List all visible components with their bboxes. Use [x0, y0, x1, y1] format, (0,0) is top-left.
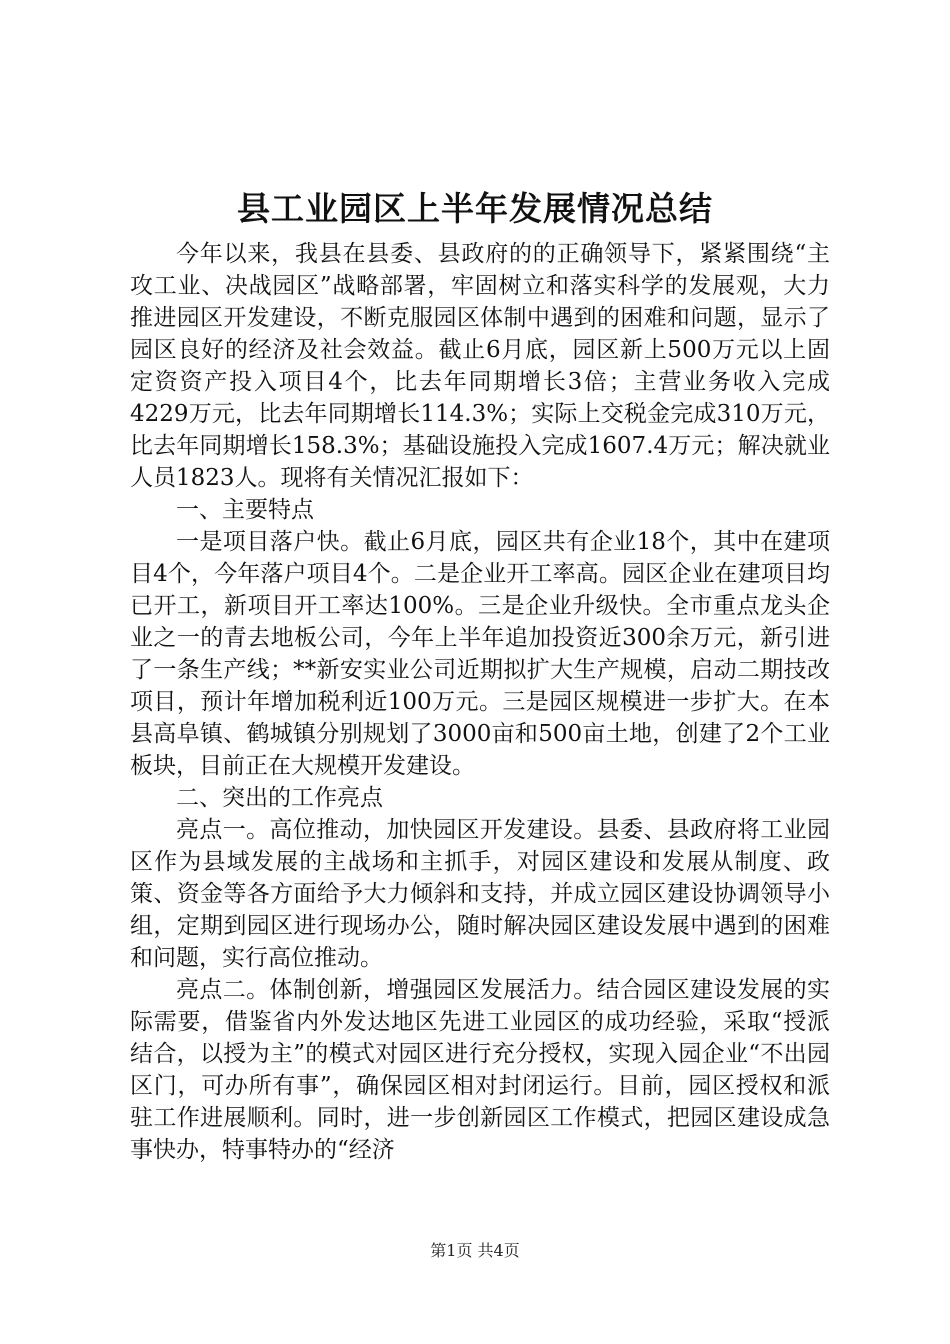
paragraph-highlight-two: 亮点二。体制创新，增强园区发展活力。结合园区建设发展的实际需要，借鉴省内外发达地区先进工业园区的成功经验，采取“授派结合，以授为主”的模式对园区进行充分授权，实现入园企业“不出园区门，可办所有事”，确保园区相对封闭运行。目前，园区授权和派驻工作进展顺利。同时，进一步创新园区工作模式，把园区建设成急事快办，特事特办的“经济 [130, 977, 830, 1163]
page-footer: 第1页 共4页 [430, 1241, 520, 1260]
paragraph-highlight-one: 亮点一。高位推动，加快园区开发建设。县委、县政府将工业园区作为县域发展的主战场和主抓手，对园区建设和发展从制度、政策、资金等各方面给予大力倾斜和支持，并成立园区建设协调领导小组，定期到园区进行现场办公，随时解决园区建设发展中遇到的困难和问题，实行高位推动。 [130, 817, 830, 971]
paragraph-intro: 今年以来，我县在县委、县政府的的正确领导下，紧紧围绕“主攻工业、决战园区”战略部署，牢固树立和落实科学的发展观，大力推进园区开发建设，不断克服园区体制中遇到的困难和问题，显示了园区良好的经济及社会效益。截止6月底，园区新上500万元以上固定资资产投入项目4个，比去年同期增长3倍；主营业务收入完成4229万元，比去年同期增长114.3%；实际上交税金完成310万元，比去年同期增长158.3%；基础设施投入完成1607.4万元；解决就业人员1823人。现将有关情况汇报如下： [130, 241, 830, 491]
document-title: 县工业园区上半年发展情况总结 [237, 189, 713, 228]
section-heading-main-features: 一、主要特点 [176, 497, 314, 523]
document-body [130, 238, 830, 1166]
section-heading-highlights: 二、突出的工作亮点 [176, 785, 383, 811]
paragraph-main-features: 一是项目落户快。截止6月底，园区共有企业18个，其中在建项目4个，今年落户项目4个。二是企业开工率高。园区企业在建项目均已开工，新项目开工率达100%。三是企业升级快。全市重点龙头企业之一的青去地板公司，今年上半年追加投资近300余万元，新引进了一条生产线；**新安实业公司近期拟扩大生产规模，启动二期技改项目，预计年增加税利近100万元。三是园区规模进一步扩大。在本县高阜镇、鹤城镇分别规划了3000亩和500亩土地，创建了2个工业板块，目前正在大规模开发建设。 [130, 529, 830, 779]
